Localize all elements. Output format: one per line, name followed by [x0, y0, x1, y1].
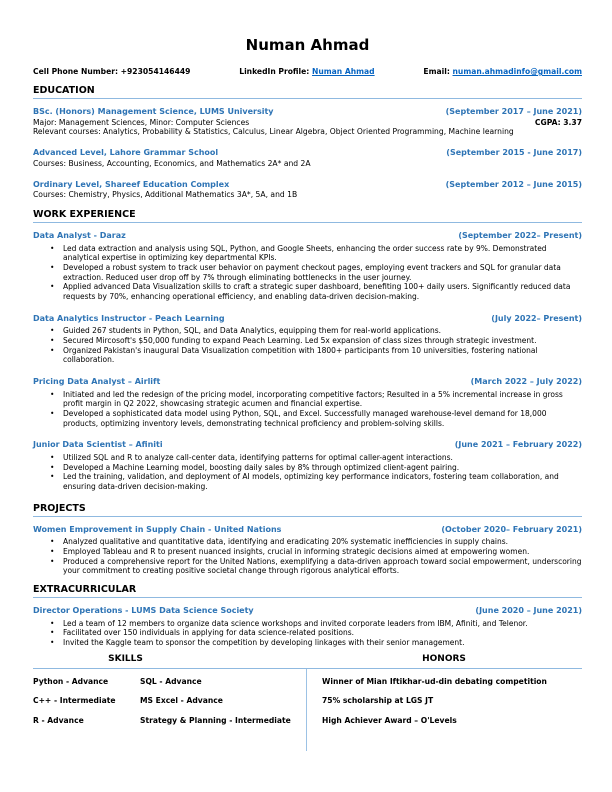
bullet-icon [50, 557, 63, 576]
entry-date: (September 2015 - June 2017) [446, 148, 582, 158]
page-title: Numan Ahmad [245, 36, 370, 54]
honors-column [306, 669, 582, 751]
skills-honors-table [33, 654, 582, 751]
project-entry [33, 525, 582, 576]
bullet-icon [50, 263, 63, 282]
bullet-item: • Invited the Kaggle team to sponsor the competition by developing linkages with their senior management. [33, 638, 582, 648]
bullet-icon [50, 326, 63, 336]
entry-date: (October 2020– February 2021) [441, 524, 582, 534]
skill-row [33, 677, 306, 697]
honors-heading: HONORS [422, 653, 466, 664]
bullet-icon [50, 628, 63, 638]
entry-title: Junior Data Scientist – Afiniti [33, 440, 163, 450]
phone-label: Cell Phone Number: [33, 67, 121, 76]
education-entry [33, 180, 582, 200]
bullet-item: • Facilitated over 150 individuals in applying for data science-related positions. [33, 628, 582, 638]
entry-title: Women Emprovement in Supply Chain - United Nations [33, 524, 282, 534]
skill-item: R - Advance [33, 715, 84, 725]
section-heading-education: EDUCATION [33, 85, 582, 99]
entry-date: (July 2022– Present) [491, 313, 582, 323]
education-detail: Courses: Business, Accounting, Economics, and Mathematics 2A* and 2A [33, 158, 311, 168]
bullet-icon [50, 409, 63, 428]
education-entry [33, 148, 582, 168]
bullet-icon [50, 282, 63, 301]
contact-linkedin [239, 67, 374, 76]
work-entry [33, 231, 582, 302]
entry-title: Data Analytics Instructor - Peach Learning [33, 313, 225, 323]
bullet-item: • Led the training, validation, and deployment of AI models, optimizing key performance indicators, fostering team collaboration, and ensuring data-driven decision-making. [33, 472, 582, 491]
bullet-item: • Guided 267 students in Python, SQL, and Data Analytics, equipping them for real-world applications. [33, 326, 582, 336]
linkedin-link[interactable]: Numan Ahmad [311, 67, 375, 76]
bullet-item: • Utilized SQL and R to analyze call-center data, identifying patterns for optimal caller-agent interactions. [33, 453, 582, 463]
skill-row [33, 696, 306, 716]
skills-honors-header [33, 654, 582, 669]
education-detail: Courses: Chemistry, Physics, Additional Mathematics 3A*, 5A, and 1B [33, 190, 298, 200]
bullet-icon [50, 537, 63, 547]
skills-column [33, 669, 306, 751]
honor-item: Winner of Mian Iftikhar-ud-din debating competition [322, 676, 547, 686]
bullet-item: • Developed a Machine Learning model, boosting daily sales by 8% through optimized client-agent pairing. [33, 463, 582, 473]
bullet-item: • Analyzed qualitative and quantitative data, identifying and eradicating 20% systematic inefficiencies in supply chains. [33, 537, 582, 547]
entry-date: (September 2022– Present) [458, 231, 582, 241]
bullet-item: • Produced a comprehensive report for the United Nations, exemplifying a data-driven approach toward social empowerment, underscoring your commitment to creating positive societal change through rigorous analytical efforts. [33, 557, 582, 576]
entry-title: BSc. (Honors) Management Science, LUMS University [33, 107, 274, 116]
skill-item: SQL - Advance [140, 676, 202, 686]
linkedin-label: LinkedIn Profile: [239, 67, 312, 76]
bullet-icon [50, 390, 63, 409]
bullet-item: • Developed a robust system to track user behavior on payment checkout pages, employing event trackers and SQL for granular data extraction. Reduced user drop off by 7% through eliminating bottlenecks in the user journey. [33, 263, 582, 282]
bullet-icon [50, 619, 63, 629]
education-detail: Relevant courses: Analytics, Probability & Statistics, Calculus, Linear Algebra, Object Oriented Programming, Machine learning [33, 127, 514, 137]
section-heading-projects: PROJECTS [33, 503, 582, 517]
bullet-icon [50, 472, 63, 491]
entry-title: Advanced Level, Lahore Grammar School [33, 148, 219, 158]
entry-title: Pricing Data Analyst – Airlift [33, 377, 161, 387]
entry-date: (June 2020 – June 2021) [475, 606, 582, 616]
work-entry [33, 440, 582, 491]
bullet-icon [50, 453, 63, 463]
entry-date: (September 2012 – June 2015) [445, 179, 582, 189]
bullet-icon [50, 336, 63, 346]
bullet-item: • Led data extraction and analysis using SQL, Python, and Google Sheets, enhancing the order success rate by 9%. Demonstrated analytical expertise in optimizing key departmental KPIs. [33, 244, 582, 263]
work-entry [33, 314, 582, 365]
honor-item: 75% scholarship at LGS JT [322, 696, 434, 706]
bullet-item: • Initiated and led the redesign of the pricing model, incorporating competitive factors; Resulted in a 5% incremental increase in gross profit margin in Q2 2022, showcasing strategic acumen and financial expertise. [33, 390, 582, 409]
extracurricular-entry [33, 606, 582, 648]
bullet-item: • Applied advanced Data Visualization skills to craft a strategic super dashboard, benefiting 100+ daily users. Significantly reduced data requests by 70%, enhancing operational efficiency, and enabling data-driven decision-making. [33, 282, 582, 301]
bullet-icon [50, 244, 63, 263]
entry-date: (June 2021 – February 2022) [454, 440, 582, 450]
entry-date: (September 2017 – June 2021) [445, 107, 582, 116]
contact-phone [33, 67, 190, 76]
education-detail: Major: Management Sciences, Minor: Computer Sciences [33, 117, 250, 127]
skill-item: Strategy & Planning - Intermediate [140, 715, 291, 725]
bullet-item: • Led a team of 12 members to organize data science workshops and invited corporate leaders from IBM, Afiniti, and Telenor. [33, 619, 582, 629]
email-label: Email: [423, 67, 453, 76]
bullet-icon [50, 346, 63, 365]
section-heading-work: WORK EXPERIENCE [33, 209, 582, 223]
bullet-icon [50, 547, 63, 557]
email-link[interactable]: numan.ahmadinfo@gmail.com [452, 67, 582, 76]
cgpa-value: CGPA: 3.37 [534, 117, 582, 127]
bullet-item: • Employed Tableau and R to present nuanced insights, crucial in informing strategic decisions aimed at empowering women. [33, 547, 582, 557]
bullet-item: • Developed a sophisticated data model using Python, SQL, and Excel. Successfully managed warehouse-level demand for 18,000 products, optimizing inventory levels, demonstrating technical proficiency and problem-solving skills. [33, 409, 582, 428]
bullet-item: • Organized Pakistan's inaugural Data Visualization competition with 1800+ participants from 10 universities, fostering national collaboration. [33, 346, 582, 365]
section-heading-extracurricular: EXTRACURRICULAR [33, 584, 582, 598]
skills-heading: SKILLS [108, 653, 143, 664]
entry-title: Data Analyst - Daraz [33, 231, 126, 241]
honor-item: High Achiever Award – O'Levels [322, 715, 457, 725]
education-entry [33, 107, 582, 137]
skill-item: C++ - Intermediate [33, 696, 116, 706]
skill-item: MS Excel - Advance [140, 696, 223, 706]
entry-title: Ordinary Level, Shareef Education Complex [33, 179, 230, 189]
work-entry [33, 377, 582, 428]
skill-item: Python - Advance [33, 676, 109, 686]
skill-row [33, 716, 306, 736]
entry-date: (March 2022 – July 2022) [470, 377, 582, 387]
bullet-icon [50, 638, 63, 648]
entry-title: Director Operations - LUMS Data Science Society [33, 606, 254, 616]
contact-email [423, 67, 582, 76]
contact-row [33, 67, 582, 76]
bullet-icon [50, 463, 63, 473]
bullet-item: • Secured Mircosoft's $50,000 funding to expand Peach Learning. Led 5x expansion of class sizes through strategic investment. [33, 336, 582, 346]
phone-value: +923054146449 [120, 67, 191, 76]
